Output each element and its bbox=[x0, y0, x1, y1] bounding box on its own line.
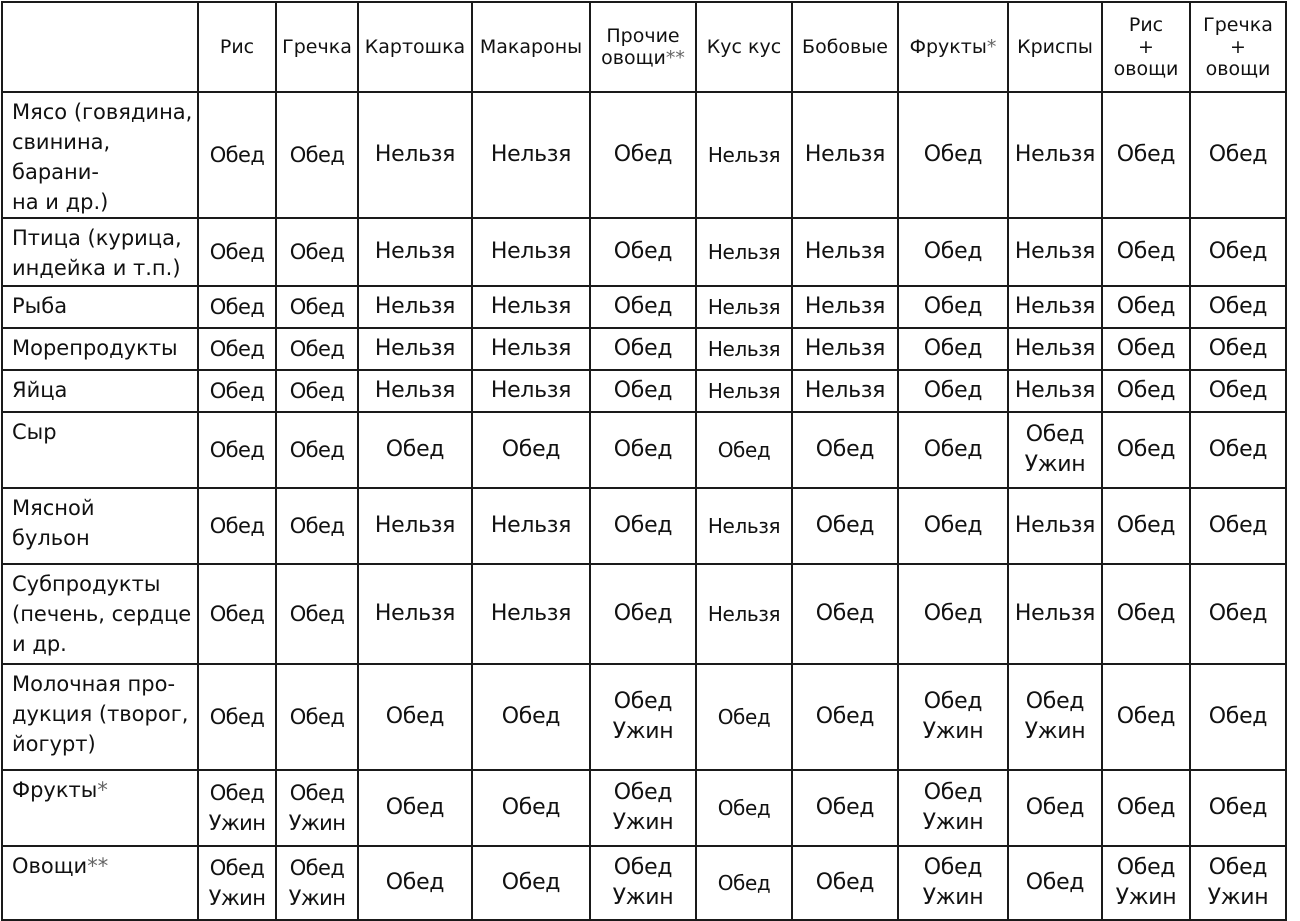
table-cell: Обед bbox=[1190, 664, 1286, 770]
row-label: Сыр bbox=[2, 412, 198, 488]
row-label: Птица (курица, индейка и т.п.) bbox=[2, 218, 198, 286]
table-cell: Обед Ужин bbox=[1008, 412, 1102, 488]
table-cell: Обед bbox=[898, 488, 1008, 564]
table-cell: Нельзя bbox=[696, 564, 792, 664]
table-cell: Нельзя bbox=[472, 218, 590, 286]
table-cell: Обед bbox=[198, 488, 276, 564]
table-cell: Обед Ужин bbox=[1008, 664, 1102, 770]
table-cell: Обед bbox=[1102, 328, 1190, 370]
table-cell: Обед Ужин bbox=[1190, 846, 1286, 920]
table-cell: Обед bbox=[1190, 218, 1286, 286]
table-cell: Обед bbox=[358, 846, 472, 920]
table-cell: Обед Ужин bbox=[898, 770, 1008, 846]
row-label: Овощи** bbox=[2, 846, 198, 920]
table-cell: Обед bbox=[792, 770, 898, 846]
table-cell: Обед bbox=[276, 412, 358, 488]
table-row bbox=[2, 664, 1286, 770]
table-cell: Обед bbox=[1102, 664, 1190, 770]
column-header: Рис + овощи bbox=[1102, 2, 1190, 92]
table-cell: Обед bbox=[1102, 370, 1190, 412]
table-cell: Обед bbox=[1190, 370, 1286, 412]
row-label: Рыба bbox=[2, 286, 198, 328]
table-cell: Обед bbox=[590, 564, 696, 664]
table-cell: Обед Ужин bbox=[276, 770, 358, 846]
table-cell: Обед Ужин bbox=[590, 846, 696, 920]
table-cell: Нельзя bbox=[358, 328, 472, 370]
table-cell: Обед bbox=[198, 412, 276, 488]
table-cell: Обед bbox=[590, 488, 696, 564]
table-cell: Обед bbox=[590, 286, 696, 328]
table-row bbox=[2, 328, 1286, 370]
table-cell: Обед Ужин bbox=[1102, 846, 1190, 920]
table-cell: Нельзя bbox=[1008, 328, 1102, 370]
table-cell: Обед bbox=[696, 412, 792, 488]
table-row bbox=[2, 564, 1286, 664]
table-row bbox=[2, 846, 1286, 920]
table-cell: Нельзя bbox=[1008, 370, 1102, 412]
table-cell: Обед bbox=[1008, 846, 1102, 920]
table-cell: Обед bbox=[792, 488, 898, 564]
row-label: Молочная про- дукция (творог, йогурт) bbox=[2, 664, 198, 770]
table-cell: Обед Ужин bbox=[276, 846, 358, 920]
table-cell: Нельзя bbox=[472, 328, 590, 370]
table-cell: Обед bbox=[898, 370, 1008, 412]
table-cell: Обед bbox=[1190, 328, 1286, 370]
table-cell: Обед Ужин bbox=[198, 770, 276, 846]
table-cell: Обед bbox=[276, 328, 358, 370]
table-cell: Нельзя bbox=[358, 488, 472, 564]
table-cell: Нельзя bbox=[792, 286, 898, 328]
table-cell: Обед bbox=[696, 664, 792, 770]
header-row bbox=[2, 2, 1286, 92]
table-row bbox=[2, 286, 1286, 328]
table-cell: Обед Ужин bbox=[198, 846, 276, 920]
table-cell: Обед bbox=[198, 664, 276, 770]
table-cell: Нельзя bbox=[358, 286, 472, 328]
table-cell: Обед Ужин bbox=[898, 846, 1008, 920]
row-label: Морепродукты bbox=[2, 328, 198, 370]
table-row bbox=[2, 770, 1286, 846]
table-cell: Обед bbox=[1102, 412, 1190, 488]
table-cell: Обед Ужин bbox=[590, 770, 696, 846]
table-cell: Нельзя bbox=[696, 488, 792, 564]
table-cell: Нельзя bbox=[472, 488, 590, 564]
table-cell: Обед bbox=[1190, 412, 1286, 488]
table-cell: Обед bbox=[792, 664, 898, 770]
table-cell: Обед bbox=[590, 328, 696, 370]
table-cell: Обед bbox=[1008, 770, 1102, 846]
table-cell: Нельзя bbox=[472, 92, 590, 218]
table-cell: Обед bbox=[792, 412, 898, 488]
footnote-marker: * bbox=[97, 778, 108, 802]
table-cell: Обед bbox=[1102, 564, 1190, 664]
table-cell: Нельзя bbox=[472, 564, 590, 664]
column-header: Макароны bbox=[472, 2, 590, 92]
column-header: Рис bbox=[198, 2, 276, 92]
row-label: Субпродукты (печень, сердце и др. bbox=[2, 564, 198, 664]
table-cell: Обед bbox=[898, 218, 1008, 286]
table-row bbox=[2, 412, 1286, 488]
table-row bbox=[2, 218, 1286, 286]
column-header: Прочие овощи** bbox=[590, 2, 696, 92]
corner-cell bbox=[2, 2, 198, 92]
table-cell: Нельзя bbox=[696, 218, 792, 286]
table-cell: Нельзя bbox=[1008, 218, 1102, 286]
footnote-marker: ** bbox=[87, 854, 109, 878]
table-cell: Обед bbox=[792, 846, 898, 920]
row-label: Мясо (говядина, свинина, барани- на и др.) bbox=[2, 92, 198, 218]
table-row bbox=[2, 92, 1286, 218]
table-cell: Обед bbox=[898, 412, 1008, 488]
column-header: Гречка + овощи bbox=[1190, 2, 1286, 92]
food-combination-table bbox=[1, 1, 1287, 921]
column-header: Бобовые bbox=[792, 2, 898, 92]
table-cell: Нельзя bbox=[1008, 488, 1102, 564]
table-cell: Нельзя bbox=[696, 286, 792, 328]
table-cell: Обед bbox=[1102, 286, 1190, 328]
table-cell: Нельзя bbox=[696, 328, 792, 370]
table-cell: Обед bbox=[1102, 488, 1190, 564]
table-cell: Обед bbox=[1190, 286, 1286, 328]
table-cell: Нельзя bbox=[696, 92, 792, 218]
footnote-marker: ** bbox=[665, 47, 685, 69]
column-header: Фрукты* bbox=[898, 2, 1008, 92]
table-cell: Нельзя bbox=[472, 286, 590, 328]
table-cell: Нельзя bbox=[696, 370, 792, 412]
table-cell: Обед bbox=[276, 286, 358, 328]
table-cell: Обед bbox=[1102, 92, 1190, 218]
table-cell: Нельзя bbox=[792, 370, 898, 412]
column-header: Кус кус bbox=[696, 2, 792, 92]
table-cell: Обед bbox=[898, 328, 1008, 370]
table-row bbox=[2, 488, 1286, 564]
table-cell: Обед bbox=[1190, 770, 1286, 846]
table-body bbox=[2, 92, 1286, 920]
table-cell: Обед Ужин bbox=[590, 664, 696, 770]
table-cell: Обед bbox=[198, 286, 276, 328]
table-cell: Нельзя bbox=[472, 370, 590, 412]
table-cell: Обед bbox=[276, 218, 358, 286]
table-cell: Нельзя bbox=[1008, 286, 1102, 328]
table-cell: Обед Ужин bbox=[898, 664, 1008, 770]
table-cell: Обед bbox=[472, 664, 590, 770]
table-cell: Нельзя bbox=[792, 328, 898, 370]
table-cell: Обед bbox=[276, 92, 358, 218]
table-cell: Обед bbox=[1102, 218, 1190, 286]
table-cell: Обед bbox=[198, 328, 276, 370]
table-cell: Обед bbox=[276, 370, 358, 412]
table-cell: Обед bbox=[358, 664, 472, 770]
table-cell: Обед bbox=[276, 488, 358, 564]
table-cell: Обед bbox=[276, 664, 358, 770]
table-cell: Обед bbox=[696, 846, 792, 920]
table-cell: Нельзя bbox=[358, 92, 472, 218]
table-cell: Обед bbox=[590, 92, 696, 218]
table-cell: Обед bbox=[276, 564, 358, 664]
table-cell: Нельзя bbox=[358, 218, 472, 286]
table-cell: Обед bbox=[198, 92, 276, 218]
table-cell: Обед bbox=[472, 770, 590, 846]
table-cell: Обед bbox=[898, 92, 1008, 218]
table-row bbox=[2, 370, 1286, 412]
table-cell: Обед bbox=[198, 218, 276, 286]
row-label: Яйца bbox=[2, 370, 198, 412]
table-cell: Обед bbox=[1190, 488, 1286, 564]
column-header: Криспы bbox=[1008, 2, 1102, 92]
table-cell: Обед bbox=[590, 412, 696, 488]
row-label: Мясной бульон bbox=[2, 488, 198, 564]
table-cell: Нельзя bbox=[358, 370, 472, 412]
table-cell: Обед bbox=[590, 370, 696, 412]
footnote-marker: * bbox=[986, 36, 997, 58]
table-cell: Нельзя bbox=[792, 218, 898, 286]
table-cell: Обед bbox=[590, 218, 696, 286]
table-cell: Нельзя bbox=[358, 564, 472, 664]
table-cell: Нельзя bbox=[1008, 92, 1102, 218]
table-cell: Обед bbox=[1190, 564, 1286, 664]
table-cell: Обед bbox=[898, 286, 1008, 328]
table-cell: Обед bbox=[358, 412, 472, 488]
table-cell: Обед bbox=[472, 846, 590, 920]
table-cell: Обед bbox=[198, 564, 276, 664]
table-cell: Обед bbox=[898, 564, 1008, 664]
table-cell: Обед bbox=[1102, 770, 1190, 846]
table-cell: Обед bbox=[472, 412, 590, 488]
table-cell: Нельзя bbox=[1008, 564, 1102, 664]
table-cell: Обед bbox=[696, 770, 792, 846]
table-cell: Нельзя bbox=[792, 92, 898, 218]
column-header: Гречка bbox=[276, 2, 358, 92]
table-cell: Обед bbox=[358, 770, 472, 846]
column-header: Картошка bbox=[358, 2, 472, 92]
table-cell: Обед bbox=[198, 370, 276, 412]
row-label: Фрукты* bbox=[2, 770, 198, 846]
table-cell: Обед bbox=[792, 564, 898, 664]
table-cell: Обед bbox=[1190, 92, 1286, 218]
